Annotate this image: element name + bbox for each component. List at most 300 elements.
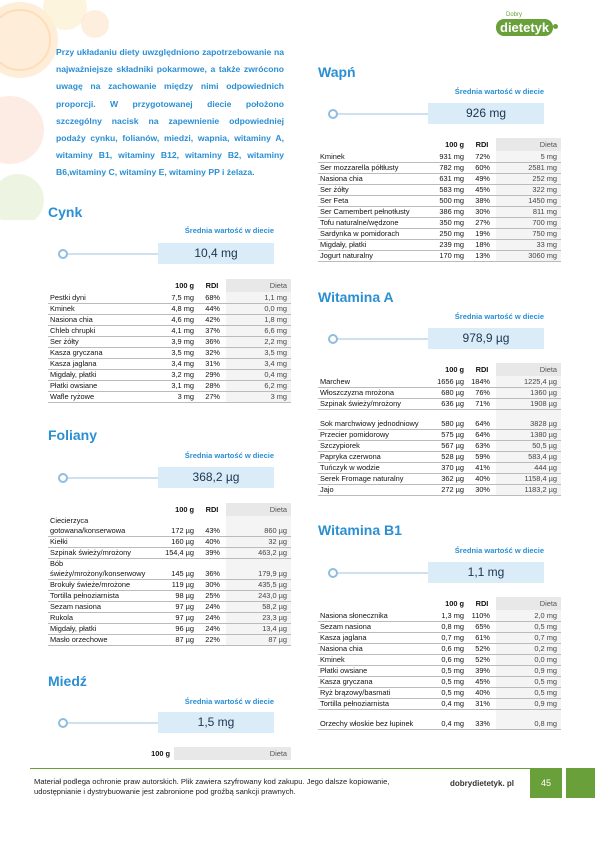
diet-amount-cell: 0,0 mg [226, 303, 291, 314]
food-name-cell: Sezam nasiona [48, 602, 158, 613]
food-name-cell: Jogurt naturalny [318, 250, 428, 261]
food-name-cell: Tofu naturalne/wędzone [318, 217, 428, 228]
section-foliany [48, 427, 291, 644]
table-row [48, 591, 291, 602]
diet-amount-cell: 3,5 mg [226, 347, 291, 358]
diet-amount-cell: 0,7 mg [496, 632, 561, 643]
diet-amount-cell: 3,4 mg [226, 358, 291, 369]
table-row [48, 380, 291, 391]
diet-amount-cell: 0,5 mg [496, 676, 561, 687]
rdi-cell: 25% [198, 591, 226, 602]
col-header-100g: 100 g [445, 365, 464, 374]
diet-amount-cell: 0,9 mg [496, 665, 561, 676]
food-name-cell: Nasiona chia [48, 314, 158, 325]
per-100g-cell: 636 µg [428, 398, 468, 409]
rdi-cell: 24% [198, 624, 226, 635]
food-name-cell: Kasza gryczana [48, 347, 158, 358]
per-100g-cell: 631 mg [428, 173, 468, 184]
rdi-cell: 37% [198, 325, 226, 336]
section-title: Foliany [48, 427, 98, 443]
rdi-cell: 40% [198, 537, 226, 548]
table-row [318, 462, 561, 473]
per-100g-cell: 580 µg [428, 409, 468, 429]
diet-amount-cell: 1360 µg [496, 387, 561, 398]
avg-dot-icon [58, 718, 68, 728]
brand-logo [492, 12, 560, 46]
per-100g-cell: 0,8 mg [428, 621, 468, 632]
per-100g-cell: 250 mg [428, 228, 468, 239]
table-row [318, 440, 561, 451]
per-100g-cell: 97 µg [158, 613, 198, 624]
table-row [48, 292, 291, 303]
food-name-cell: Migdały, płatki [318, 239, 428, 250]
diet-amount-cell: 463,2 µg [226, 548, 291, 559]
food-name-cell: Włoszczyzna mrożona [318, 387, 428, 398]
diet-amount-cell: 0,4 mg [226, 369, 291, 380]
per-100g-cell: 4,8 mg [158, 303, 198, 314]
food-name-cell: Jajo [318, 484, 428, 495]
food-name-cell: Szpinak świeży/mrożony [48, 548, 158, 559]
food-table [48, 279, 291, 403]
table-row [318, 184, 561, 195]
rdi-cell: 30% [198, 580, 226, 591]
diet-amount-cell: 5 mg [496, 151, 561, 162]
rdi-cell: 110% [468, 610, 496, 621]
food-name-cell: Tuńczyk w wodzie [318, 462, 428, 473]
food-name-cell: Rukola [48, 613, 158, 624]
per-100g-cell: 0,4 mg [428, 698, 468, 709]
avg-value-box: 368,2 µg [158, 467, 274, 488]
per-100g-cell: 0,4 mg [428, 709, 468, 729]
rdi-cell: 27% [198, 391, 226, 402]
rdi-cell: 76% [468, 387, 496, 398]
table-row [318, 151, 561, 162]
table-row [318, 610, 561, 621]
rdi-cell: 13% [468, 250, 496, 261]
rdi-cell: 22% [198, 635, 226, 646]
per-100g-cell: 3,1 mg [158, 380, 198, 391]
food-name-cell: Orzechy włoskie bez łupinek [318, 709, 428, 729]
table-row [318, 621, 561, 632]
diet-amount-cell: 2581 mg [496, 162, 561, 173]
copyright-notice: Materiał podlega ochronie praw autorskich. Plik zawiera szyfrowany kod zakupu. Jego dalsze kopiowanie, udostępnianie i dystrybuowanie jest zabronione pod groźbą sankcji prawnych. [34, 777, 390, 796]
diet-amount-cell: 750 mg [496, 228, 561, 239]
table-row [318, 709, 561, 729]
diet-amount-cell: 435,5 µg [226, 580, 291, 591]
table-row [48, 537, 291, 548]
col-header-diet: Dieta [174, 747, 291, 760]
table-row [318, 162, 561, 173]
per-100g-cell: 97 µg [158, 602, 198, 613]
diet-amount-cell: 0,2 mg [496, 643, 561, 654]
col-header-diet: Dieta [496, 597, 561, 610]
diet-amount-cell: 87 µg [226, 635, 291, 646]
food-name-cell: Sardynka w pomidorach [318, 228, 428, 239]
rdi-cell: 36% [198, 559, 226, 580]
table-row [318, 451, 561, 462]
table-row [318, 687, 561, 698]
diet-amount-cell: 1183,2 µg [496, 484, 561, 495]
table-row [48, 369, 291, 380]
table-row [318, 632, 561, 643]
food-name-cell: Serek Fromage naturalny [318, 473, 428, 484]
col-header-name [48, 279, 158, 292]
avg-dot-icon [58, 473, 68, 483]
diet-amount-cell: 1380 µg [496, 429, 561, 440]
avg-label: Średnia wartość w diecie [184, 226, 274, 235]
per-100g-cell: 680 µg [428, 387, 468, 398]
food-name-cell: Wafle ryżowe [48, 391, 158, 402]
per-100g-cell: 239 mg [428, 239, 468, 250]
per-100g-cell: 782 mg [428, 162, 468, 173]
col-header-100g: 100 g [445, 140, 464, 149]
table-row [48, 580, 291, 591]
per-100g-cell: 154,4 µg [158, 548, 198, 559]
table-row [48, 336, 291, 347]
rdi-cell: 52% [468, 654, 496, 665]
food-name-cell: Ser żółty [318, 184, 428, 195]
food-name-cell: Płatki owsiane [318, 665, 428, 676]
per-100g-cell: 362 µg [428, 473, 468, 484]
avg-label: Średnia wartość w diecie [454, 87, 544, 96]
per-100g-cell: 3,9 mg [158, 336, 198, 347]
intro-paragraph: Przy układaniu diety uwzględniono zapotrzebowanie na najważniejsze składniki pokarmowe, a także zwrócono uwagę na zachowanie między nimi odpowiednich proporcji. W przygotowanej diecie położono szczególny nacisk na zapewnienie odpowiedniej podaży cynku, folianów, miedzi, wapnia, witaminy A, witaminy B1, witaminy B12, witaminy B2, witaminy B6,witaminy C, witaminy E, witaminy PP i żelaza. [56, 47, 284, 178]
food-name-cell: Szpinak świeży/mrożony [318, 398, 428, 409]
table-row [48, 325, 291, 336]
avg-label: Średnia wartość w diecie [184, 451, 274, 460]
avg-label: Średnia wartość w diecie [454, 546, 544, 555]
section-witamina-a [318, 289, 561, 494]
food-name-cell: Masło orzechowe [48, 635, 158, 646]
per-100g-cell: 1,3 mg [428, 610, 468, 621]
table-row [48, 548, 291, 559]
rdi-cell: 49% [468, 173, 496, 184]
col-header-name [48, 503, 158, 516]
diet-amount-cell: 0,5 mg [496, 687, 561, 698]
per-100g-cell: 931 mg [428, 151, 468, 162]
food-name-cell: Kasza jaglana [48, 358, 158, 369]
avg-dot-icon [328, 109, 338, 119]
diet-amount-cell: 58,2 µg [226, 602, 291, 613]
food-name-cell: Chleb chrupki [48, 325, 158, 336]
diet-amount-cell: 3060 mg [496, 250, 561, 261]
table-row [318, 228, 561, 239]
avg-label: Średnia wartość w diecie [184, 697, 274, 706]
table-row [48, 602, 291, 613]
rdi-cell: 72% [468, 151, 496, 162]
diet-amount-cell: 32 µg [226, 537, 291, 548]
col-header-100g: 100 g [175, 281, 194, 290]
table-row [318, 173, 561, 184]
food-name-cell: Ser mozzarella półtłusty [318, 162, 428, 173]
section-title: Witamina B1 [318, 522, 402, 538]
food-name-cell: Pestki dyni [48, 292, 158, 303]
table-row [48, 391, 291, 402]
rdi-cell: 27% [468, 217, 496, 228]
rdi-cell: 61% [468, 632, 496, 643]
food-name-cell: Nasiona chia [318, 173, 428, 184]
diet-amount-cell: 1450 mg [496, 195, 561, 206]
table-row [318, 676, 561, 687]
rdi-cell: 59% [468, 451, 496, 462]
section-witamina-b1 [318, 522, 561, 728]
table-row [48, 624, 291, 635]
table-row [48, 516, 291, 537]
per-100g-cell: 119 µg [158, 580, 198, 591]
per-100g-cell: 98 µg [158, 591, 198, 602]
rdi-cell: 30% [468, 206, 496, 217]
avg-dot-icon [328, 568, 338, 578]
rdi-cell: 33% [468, 709, 496, 729]
table-row [318, 698, 561, 709]
diet-amount-cell: 23,3 µg [226, 613, 291, 624]
table-row [318, 665, 561, 676]
table-row [318, 484, 561, 495]
diet-amount-cell: 33 mg [496, 239, 561, 250]
rdi-cell: 32% [198, 347, 226, 358]
food-name-cell: Nasiona słonecznika [318, 610, 428, 621]
col-header-100g: 100 g [151, 749, 170, 758]
table-row [318, 217, 561, 228]
food-name-cell: Kminek [318, 654, 428, 665]
col-header-rdi: RDI [475, 140, 489, 149]
per-100g-cell: 350 mg [428, 217, 468, 228]
rdi-cell: 30% [468, 484, 496, 495]
food-name-cell: Papryka czerwona [318, 451, 428, 462]
food-name-cell: Tortilla pełnoziarnista [48, 591, 158, 602]
diet-amount-cell: 2,0 mg [496, 610, 561, 621]
food-name-cell: Brokuły świeże/mrożone [48, 580, 158, 591]
diet-amount-cell: 1908 µg [496, 398, 561, 409]
food-table [48, 503, 291, 646]
col-header-rdi: RDI [205, 505, 219, 514]
table-row [318, 376, 561, 387]
diet-amount-cell: 700 mg [496, 217, 561, 228]
food-name-cell: Ryż brązowy/basmati [318, 687, 428, 698]
table-row [48, 559, 291, 580]
rdi-cell: 65% [468, 621, 496, 632]
rdi-cell: 31% [198, 358, 226, 369]
table-row [318, 643, 561, 654]
per-100g-cell: 500 mg [428, 195, 468, 206]
per-100g-cell: 1656 µg [428, 376, 468, 387]
food-name-cell: Płatki owsiane [48, 380, 158, 391]
food-name-cell: Bób świeży/mrożony/konserwowy [48, 559, 158, 580]
per-100g-cell: 3,4 mg [158, 358, 198, 369]
per-100g-cell: 386 mg [428, 206, 468, 217]
logo-small-text: Dobry [506, 12, 523, 18]
rdi-cell: 184% [468, 376, 496, 387]
rdi-cell: 41% [468, 462, 496, 473]
per-100g-cell: 0,6 mg [428, 643, 468, 654]
per-100g-cell: 0,7 mg [428, 632, 468, 643]
per-100g-cell: 575 µg [428, 429, 468, 440]
diet-amount-cell: 1,1 mg [226, 292, 291, 303]
table-row [318, 206, 561, 217]
food-name-cell: Szczypiorek [318, 440, 428, 451]
food-name-cell: Kminek [48, 303, 158, 314]
per-100g-cell: 87 µg [158, 635, 198, 646]
rdi-cell: 24% [198, 602, 226, 613]
rdi-cell: 45% [468, 676, 496, 687]
col-header-diet: Dieta [496, 138, 561, 151]
col-header-diet: Dieta [226, 279, 291, 292]
diet-amount-cell: 243,0 µg [226, 591, 291, 602]
per-100g-cell: 7,5 mg [158, 292, 198, 303]
diet-amount-cell: 322 mg [496, 184, 561, 195]
table-row [318, 473, 561, 484]
diet-amount-cell: 6,2 mg [226, 380, 291, 391]
diet-amount-cell: 0,8 mg [496, 709, 561, 729]
table-row [48, 358, 291, 369]
table-row [318, 398, 561, 409]
per-100g-cell: 3,2 mg [158, 369, 198, 380]
table-row [318, 429, 561, 440]
diet-amount-cell: 3828 µg [496, 409, 561, 429]
diet-amount-cell: 3 mg [226, 391, 291, 402]
food-name-cell: Migdały, płatki [48, 624, 158, 635]
corner-block [566, 768, 595, 798]
col-header-rdi: RDI [475, 365, 489, 374]
table-row [318, 195, 561, 206]
section-title: Witamina A [318, 289, 394, 305]
diet-amount-cell: 252 mg [496, 173, 561, 184]
table-row [48, 635, 291, 646]
rdi-cell: 71% [468, 398, 496, 409]
section-cynk [48, 204, 291, 401]
diet-amount-cell: 583,4 µg [496, 451, 561, 462]
rdi-cell: 38% [468, 195, 496, 206]
per-100g-cell: 0,5 mg [428, 687, 468, 698]
diet-amount-cell: 13,4 µg [226, 624, 291, 635]
per-100g-cell: 4,1 mg [158, 325, 198, 336]
diet-amount-cell: 811 mg [496, 206, 561, 217]
food-name-cell: Ciecierzyca gotowana/konserwowa [48, 516, 158, 537]
avg-label: Średnia wartość w diecie [454, 312, 544, 321]
avg-dot-icon [328, 334, 338, 344]
website-link[interactable]: dobrydietetyk. pl [450, 779, 515, 788]
diet-amount-cell: 2,2 mg [226, 336, 291, 347]
food-name-cell: Nasiona chia [318, 643, 428, 654]
logo-dot-icon [553, 24, 558, 29]
per-100g-cell: 96 µg [158, 624, 198, 635]
per-100g-cell: 567 µg [428, 440, 468, 451]
diet-amount-cell: 0,0 mg [496, 654, 561, 665]
rdi-cell: 45% [468, 184, 496, 195]
rdi-cell: 19% [468, 228, 496, 239]
diet-amount-cell: 444 µg [496, 462, 561, 473]
rdi-cell: 42% [198, 314, 226, 325]
table-row [318, 387, 561, 398]
food-name-cell: Marchew [318, 376, 428, 387]
food-name-cell: Migdały, płatki [48, 369, 158, 380]
rdi-cell: 60% [468, 162, 496, 173]
diet-amount-cell: 50,5 µg [496, 440, 561, 451]
food-table [318, 363, 561, 496]
per-100g-cell: 3,5 mg [158, 347, 198, 358]
food-name-cell: Ser Camembert pełnotłusty [318, 206, 428, 217]
avg-value-box: 10,4 mg [158, 243, 274, 264]
rdi-cell: 29% [198, 369, 226, 380]
food-name-cell: Sezam nasiona [318, 621, 428, 632]
rdi-cell: 24% [198, 613, 226, 624]
col-header-diet: Dieta [226, 503, 291, 516]
per-100g-cell: 370 µg [428, 462, 468, 473]
food-name-cell: Tortilla pełnoziarnista [318, 698, 428, 709]
rdi-cell: 36% [198, 336, 226, 347]
rdi-cell: 39% [468, 665, 496, 676]
diet-amount-cell: 6,6 mg [226, 325, 291, 336]
food-name-cell: Sok marchwiowy jednodniowy [318, 409, 428, 429]
rdi-cell: 44% [198, 303, 226, 314]
col-header-name [318, 597, 428, 610]
rdi-cell: 64% [468, 429, 496, 440]
avg-value-box: 1,5 mg [158, 712, 274, 733]
table-row [48, 347, 291, 358]
avg-value-box: 1,1 mg [428, 562, 544, 583]
table-row [48, 613, 291, 624]
food-name-cell: Kminek [318, 151, 428, 162]
food-table [48, 747, 291, 760]
table-row [318, 409, 561, 429]
table-row [318, 654, 561, 665]
avg-dot-icon [58, 249, 68, 259]
rdi-cell: 64% [468, 409, 496, 429]
per-100g-cell: 3 mg [158, 391, 198, 402]
table-row [48, 314, 291, 325]
per-100g-cell: 583 mg [428, 184, 468, 195]
section-title: Miedź [48, 673, 87, 689]
per-100g-cell: 528 µg [428, 451, 468, 462]
rdi-cell: 39% [198, 548, 226, 559]
food-name-cell: Kasza jaglana [318, 632, 428, 643]
diet-amount-cell: 0,5 mg [496, 621, 561, 632]
diet-amount-cell: 0,9 mg [496, 698, 561, 709]
col-header-rdi: RDI [205, 281, 219, 290]
diet-amount-cell: 1,8 mg [226, 314, 291, 325]
per-100g-cell: 4,6 mg [158, 314, 198, 325]
per-100g-cell: 145 µg [158, 559, 198, 580]
rdi-cell: 40% [468, 687, 496, 698]
section-miedz [48, 673, 291, 758]
diet-amount-cell: 1225,4 µg [496, 376, 561, 387]
col-header-name [318, 138, 428, 151]
table-row [318, 239, 561, 250]
avg-value-box: 926 mg [428, 103, 544, 124]
col-header-100g: 100 g [175, 505, 194, 514]
table-row [318, 250, 561, 261]
diet-amount-cell: 1158,4 µg [496, 473, 561, 484]
per-100g-cell: 160 µg [158, 537, 198, 548]
rdi-cell: 68% [198, 292, 226, 303]
rdi-cell: 40% [468, 473, 496, 484]
food-table [318, 597, 561, 730]
food-name-cell: Kiełki [48, 537, 158, 548]
food-table [318, 138, 561, 262]
food-name-cell: Ser Feta [318, 195, 428, 206]
per-100g-cell: 0,5 mg [428, 665, 468, 676]
food-name-cell: Przecier pomidorowy [318, 429, 428, 440]
rdi-cell: 28% [198, 380, 226, 391]
rdi-cell: 43% [198, 516, 226, 537]
section-wapn [318, 64, 561, 260]
section-title: Wapń [318, 64, 356, 80]
diet-amount-cell: 179,9 µg [226, 559, 291, 580]
col-header-name [318, 363, 428, 376]
section-title: Cynk [48, 204, 83, 220]
rdi-cell: 63% [468, 440, 496, 451]
per-100g-cell: 172 µg [158, 516, 198, 537]
